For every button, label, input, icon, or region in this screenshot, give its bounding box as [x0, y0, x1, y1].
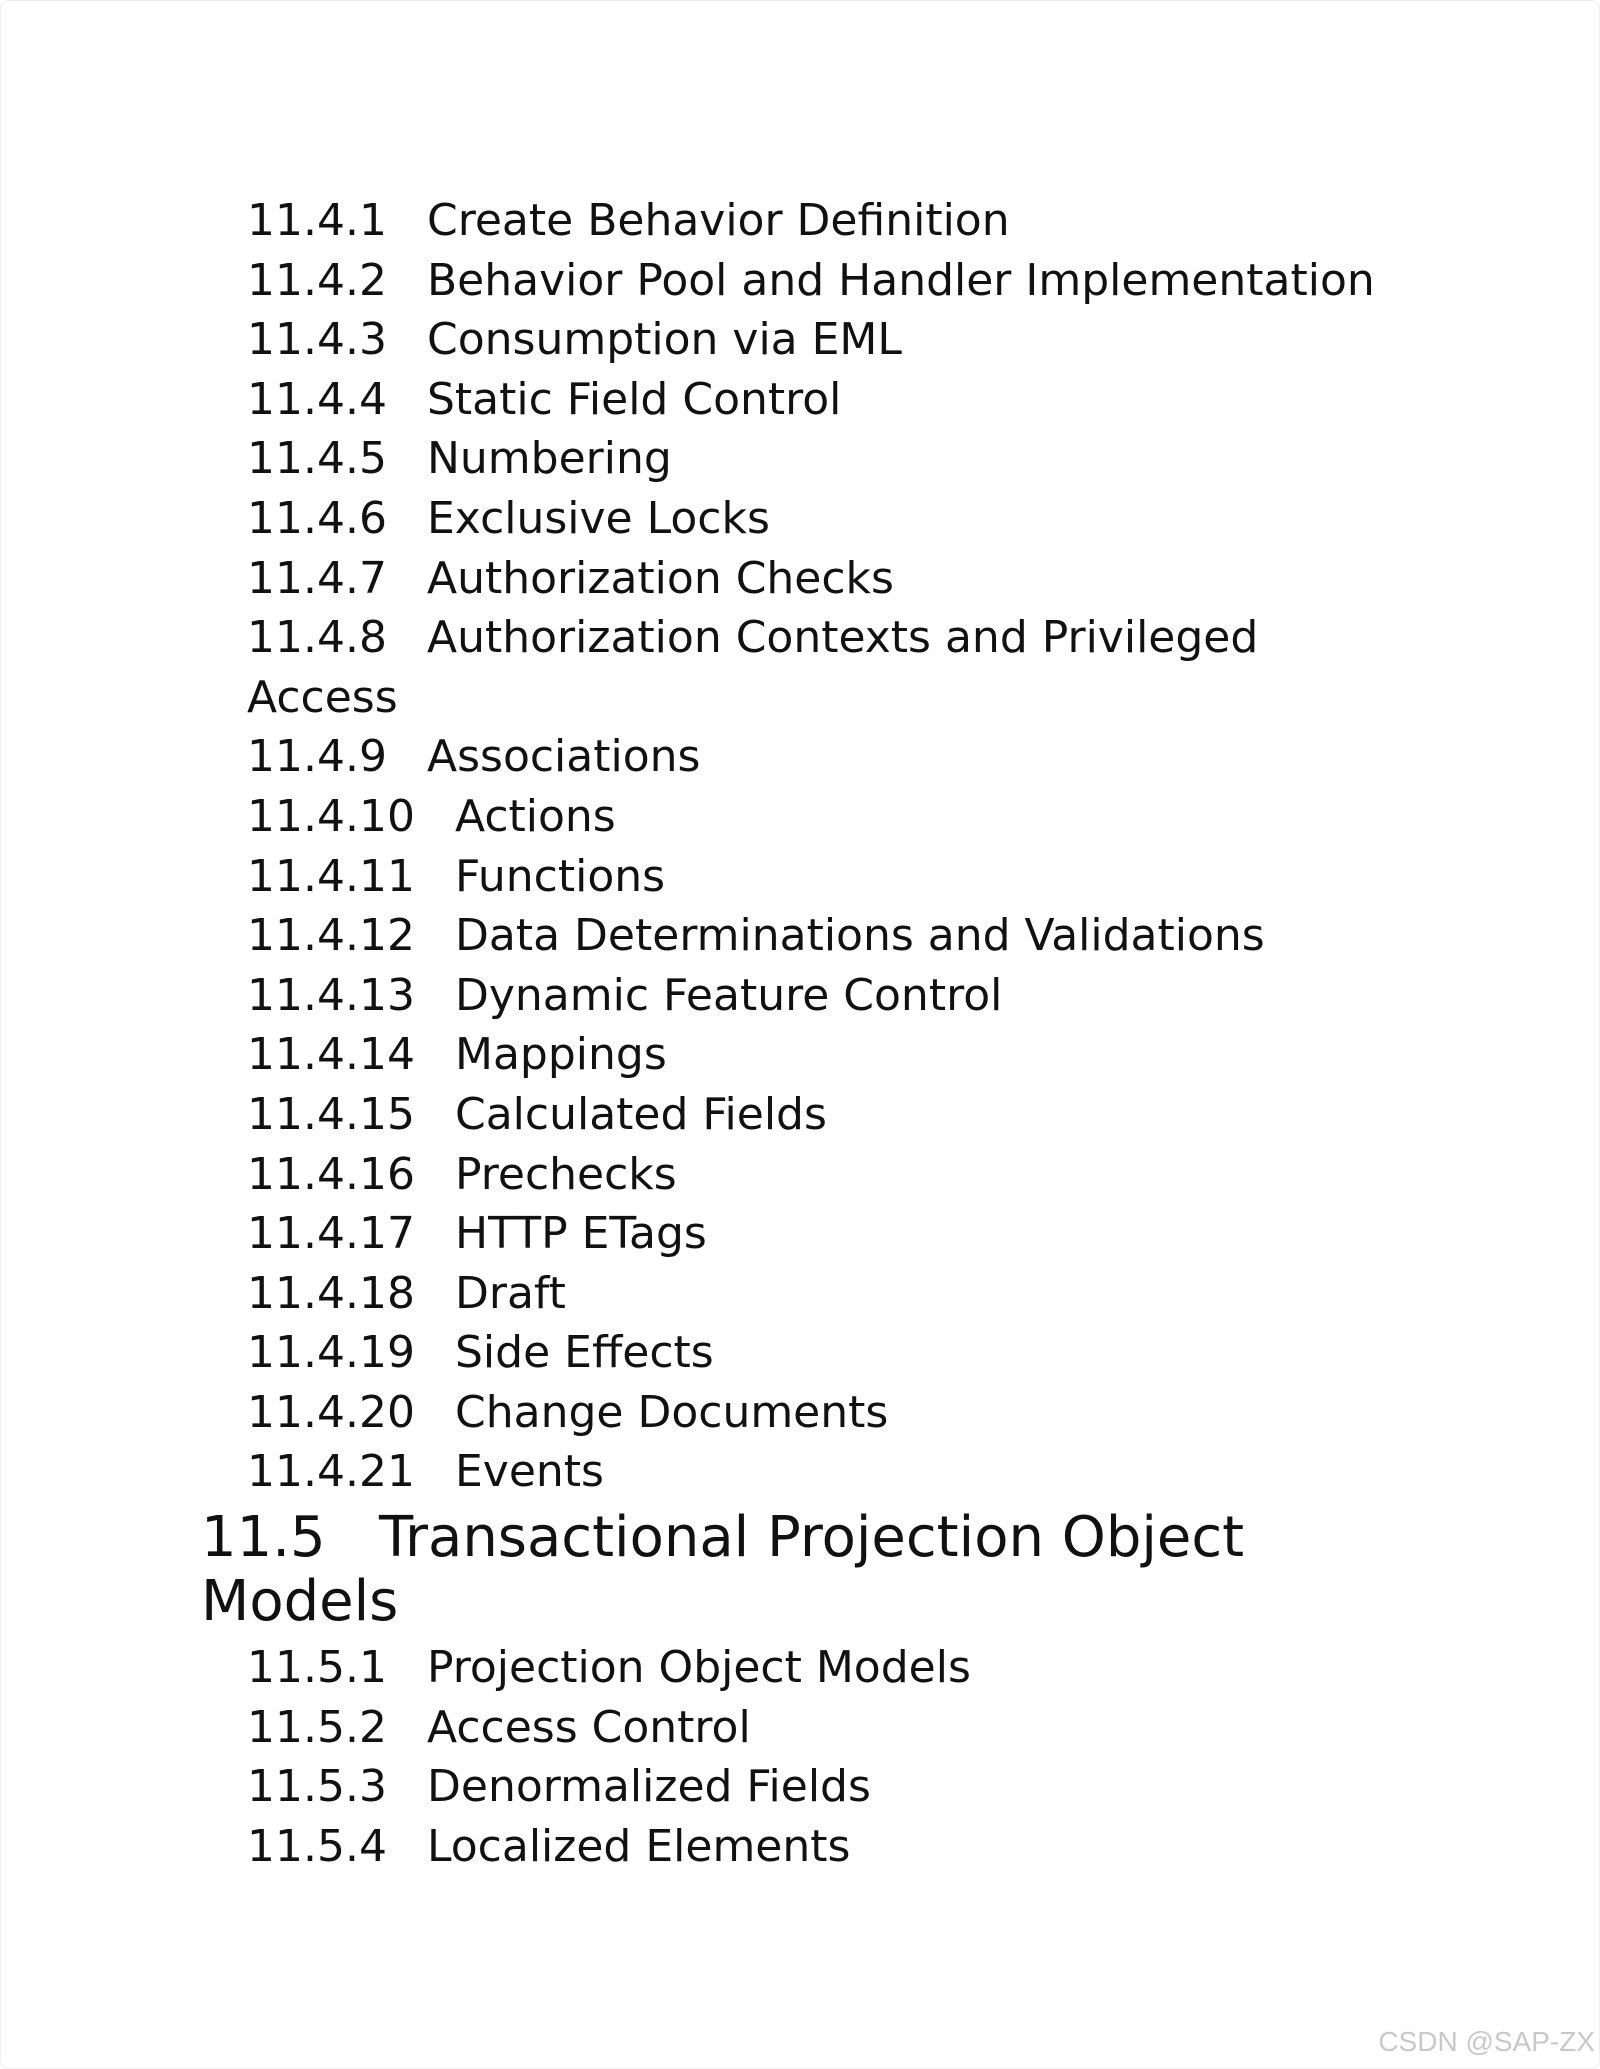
- toc-entry-11-4-10[interactable]: [247, 787, 1421, 847]
- toc-number: 11.4.12: [247, 910, 415, 962]
- toc-title: Access Control: [427, 1701, 751, 1753]
- toc-entry-11-4-6[interactable]: [247, 489, 1421, 549]
- toc-section-11-5[interactable]: [201, 1506, 1321, 1634]
- toc-number: 11.5.2: [247, 1701, 387, 1753]
- toc-number: 11.4.13: [247, 969, 415, 1021]
- toc-title: Functions: [455, 850, 666, 902]
- watermark: CSDN @SAP-ZX: [1378, 2026, 1595, 2057]
- toc-entry-11-4-4[interactable]: [247, 370, 1421, 430]
- toc-number: 11.4.17: [247, 1208, 415, 1260]
- toc-title: Dynamic Feature Control: [455, 969, 1003, 1021]
- toc-title: Calculated Fields: [455, 1088, 827, 1140]
- toc-number: 11.5.4: [247, 1820, 387, 1872]
- toc-entry-11-4-21[interactable]: [247, 1442, 1421, 1502]
- toc-title: Exclusive Locks: [427, 492, 770, 544]
- toc-title: Consumption via EML: [427, 314, 902, 366]
- toc-entry-11-4-15[interactable]: [247, 1085, 1421, 1145]
- toc-number: 11.4.11: [247, 850, 415, 902]
- toc-number: 11.4.9: [247, 731, 387, 783]
- toc-title: Authorization Checks: [427, 552, 894, 604]
- toc-entry-11-5-2[interactable]: [247, 1698, 1421, 1758]
- toc-entry-11-4-14[interactable]: [247, 1025, 1421, 1085]
- toc-number: 11.4.10: [247, 790, 415, 842]
- toc-entry-11-4-12[interactable]: [247, 906, 1421, 966]
- toc-entry-11-4-3[interactable]: [247, 310, 1421, 370]
- toc-title: Associations: [427, 731, 701, 783]
- toc-entry-11-4-2[interactable]: [247, 251, 1421, 311]
- toc-entry-11-4-16[interactable]: [247, 1145, 1421, 1205]
- table-of-contents: [201, 191, 1421, 1876]
- toc-entry-11-4-13[interactable]: [247, 966, 1421, 1026]
- toc-entry-11-4-7[interactable]: [247, 549, 1421, 609]
- toc-title: Prechecks: [455, 1148, 677, 1200]
- toc-number: 11.4.8: [247, 612, 387, 664]
- toc-number: 11.4.3: [247, 314, 387, 366]
- toc-number: 11.5.3: [247, 1761, 387, 1813]
- toc-title: Actions: [455, 790, 616, 842]
- toc-number: 11.5.1: [247, 1642, 387, 1694]
- toc-title: Denormalized Fields: [427, 1761, 871, 1813]
- toc-entry-11-4-8[interactable]: [247, 608, 1327, 727]
- toc-entry-11-5-4[interactable]: [247, 1817, 1421, 1877]
- toc-number: 11.4.19: [247, 1327, 415, 1379]
- toc-title: Create Behavior Definition: [427, 195, 1010, 246]
- section-number: 11.5: [201, 1505, 326, 1571]
- toc-entry-11-4-18[interactable]: [247, 1264, 1421, 1324]
- toc-title: Side Effects: [455, 1327, 714, 1379]
- toc-title: Authorization Contexts and Privileged Access: [247, 612, 1259, 723]
- toc-title: Projection Object Models: [427, 1642, 971, 1694]
- toc-title: Static Field Control: [427, 373, 842, 425]
- toc-entry-11-4-20[interactable]: [247, 1383, 1421, 1443]
- toc-title: Change Documents: [455, 1386, 889, 1438]
- toc-number: 11.4.1: [247, 195, 387, 246]
- toc-number: 11.4.15: [247, 1088, 415, 1140]
- toc-title: Localized Elements: [427, 1820, 851, 1872]
- toc-entry-11-4-17[interactable]: [247, 1204, 1421, 1264]
- toc-title: Mappings: [455, 1029, 667, 1081]
- section-title: Transactional Projection Object Models: [201, 1505, 1245, 1635]
- toc-entry-11-5-3[interactable]: [247, 1757, 1421, 1817]
- toc-number: 11.4.4: [247, 373, 387, 425]
- toc-entry-11-4-11[interactable]: [247, 847, 1421, 907]
- toc-title: Events: [455, 1446, 604, 1498]
- toc-title: Behavior Pool and Handler Implementation: [427, 254, 1375, 306]
- toc-number: 11.4.20: [247, 1386, 415, 1438]
- toc-entry-11-4-19[interactable]: [247, 1323, 1421, 1383]
- toc-number: 11.4.16: [247, 1148, 415, 1200]
- toc-title: Numbering: [427, 433, 672, 485]
- toc-entry-11-5-1[interactable]: [247, 1638, 1421, 1698]
- toc-entry-11-4-1[interactable]: [247, 191, 1421, 251]
- toc-title: HTTP ETags: [455, 1208, 707, 1260]
- toc-number: 11.4.2: [247, 254, 387, 306]
- toc-number: 11.4.14: [247, 1029, 415, 1081]
- toc-number: 11.4.5: [247, 433, 387, 485]
- toc-entry-11-4-9[interactable]: [247, 727, 1421, 787]
- toc-number: 11.4.6: [247, 492, 387, 544]
- toc-entry-11-4-5[interactable]: [247, 429, 1421, 489]
- toc-number: 11.4.18: [247, 1267, 415, 1319]
- toc-number: 11.4.7: [247, 552, 387, 604]
- toc-title: Data Determinations and Validations: [455, 910, 1265, 962]
- toc-title: Draft: [455, 1267, 566, 1319]
- toc-number: 11.4.21: [247, 1446, 415, 1498]
